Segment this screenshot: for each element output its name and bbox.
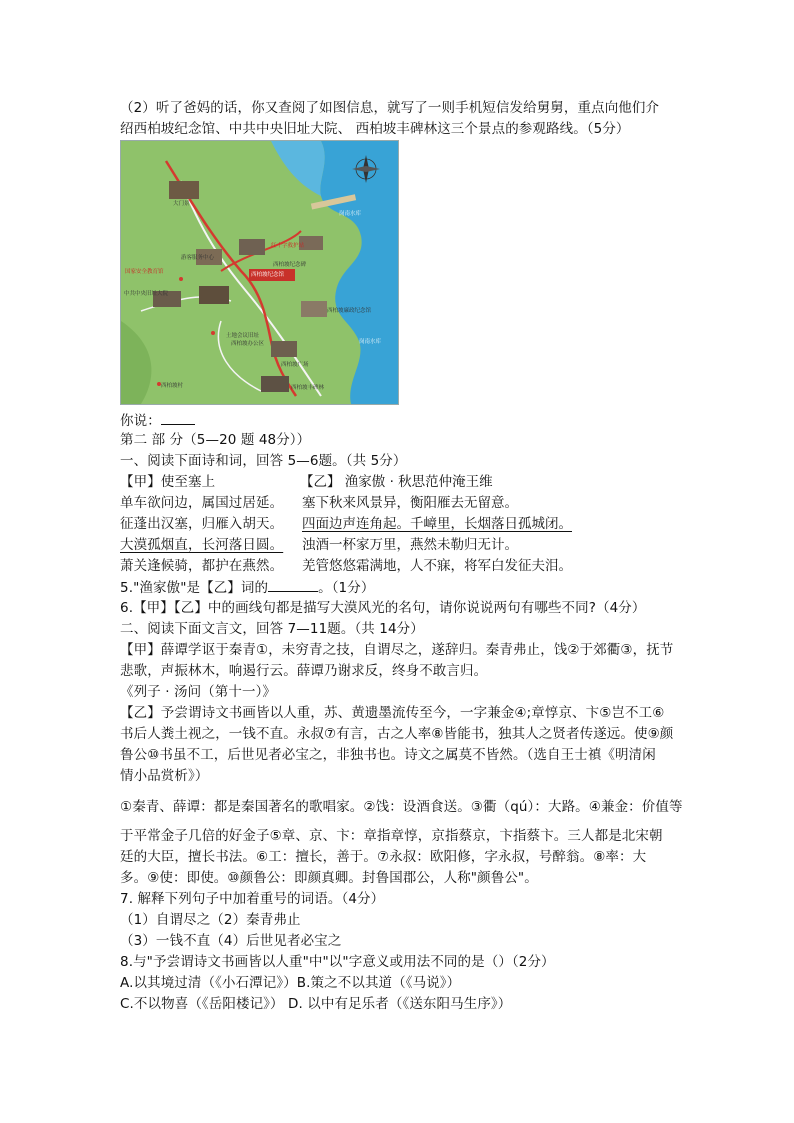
passage-yi-line1: 【乙】予尝谓诗文书画皆以人重，苏、黄遗墨流传至今，一字兼金④;章惇京、卞⑤岂不工⑥ [120, 705, 665, 721]
poem-b-line2: 四面边声连角起。千嶂里，长烟落日孤城闭。 [302, 516, 572, 532]
map-label-office: 西柏坡办公区 [231, 341, 265, 347]
q5-points: 。（1分） [318, 580, 375, 596]
q2-line2: 绍西柏坡纪念馆、中共中央旧址大院、 西柏坡丰碑林这三个景点的参观路线。（5分） [120, 121, 630, 137]
q8-options-cd: C.不以物喜（《岳阳楼记》） D. 以中有足乐者（《送东阳马生序》） [120, 996, 512, 1012]
poem-a-line2: 征蓬出汉塞，归雁入胡天。 [120, 516, 284, 532]
q8-options-ab: A.以其境过清（《小石潭记》）B.策之不以其道（《马说》） [120, 975, 461, 991]
poem-b-line1: 塞下秋来风景异，衡阳雁去无留意。 [302, 495, 518, 511]
poem-b-title: 【乙】 渔家傲 · 秋思范仲淹王维 [300, 474, 493, 490]
passage-jia-line1: 【甲】薛谭学讴于秦青①，未穷青之技，自谓尽之，遂辞归。秦青弗止，饯②于郊衢③，抚节 [120, 642, 674, 658]
map-label-security: 国家安全教育馆 [125, 269, 164, 275]
q7-items-2: （3）一钱不直（4）后世见者必宝之 [120, 933, 342, 949]
passage-yi-line2: 书后人粪土视之，一钱不直。永叔⑦有言，古之人率⑧皆能书，独其人之贤者传遂远。使⑨颜 [120, 726, 674, 742]
scenic-map [120, 140, 399, 405]
notes-line2: 于平常金子几倍的好金子⑤章、京、卞：章指章惇，京指蔡京，卞指蔡卞。三人都是北宋朝 [120, 828, 663, 844]
answer-line [120, 410, 195, 431]
map-label-square: 西柏坡广场 [281, 362, 309, 368]
passage-yi-line4: 情小品赏析》） [120, 768, 209, 784]
poem-b-line4: 羌管悠悠霜满地，人不寐，将军白发征夫泪。 [302, 558, 572, 574]
map-label-reservoir1: 岗南水库 [339, 211, 362, 217]
map-label-reservoir2: 岗南水库 [359, 339, 382, 345]
map-label-exhibition: 西柏坡廉政纪念馆 [327, 308, 372, 314]
q5-text: 5."渔家傲"是【乙】词的 [120, 580, 269, 596]
notes-line4: 多。⑨使：即使。⑩颜鲁公：即颜真卿。封鲁国郡公，人称"颜鲁公"。 [120, 870, 538, 886]
q2-line1: （2）听了爸妈的话，你又查阅了如图信息，就写了一则手机短信发给舅舅，重点向他们介 [120, 100, 660, 116]
poem-a-title: 【甲】使至塞上 [120, 474, 216, 490]
notes-line3: 廷的大臣，擅长书法。⑥工：擅长，善于。⑦永叔：欧阳修，字永叔，号醉翁。⑧率：大 [120, 849, 647, 865]
passage-jia-line2: 悲歌，声振林木，响遏行云。薛谭乃谢求反，终身不敢言归。 [120, 663, 488, 679]
question-5 [120, 577, 374, 598]
question-8: 8.与"予尝谓诗文书画皆以人重"中"以"字意义或用法不同的是（）（2分） [120, 954, 555, 970]
map-label-forest: 西柏坡丰碑林 [291, 385, 325, 391]
poem-a-line3: 大漠孤烟直，长河落日圆。 [120, 537, 284, 553]
part2-header: 第二 部 分（5—20 题 48分）） [120, 432, 311, 448]
passage-yi-line3: 鲁公⑩书虽不工，后世见者必宝之，非独书也。诗文之属莫不皆然。（选自王士禛《明清闲 [120, 747, 656, 763]
notes-line1: ①秦青、薛谭：都是秦国著名的歌唱家。②饯：设酒食送。③衢（qú）：大路。④兼金：价值等 [120, 799, 683, 815]
q7-items-1: （1）自谓尽之（2）秦青弗止 [120, 912, 301, 928]
map-label-old-court: 中共中央旧址大院 [124, 291, 169, 297]
map-label-redcross: 红十字救护站 [271, 243, 305, 249]
q5-blank[interactable] [268, 577, 318, 592]
passage-jia-source: 《列子 · 汤问（第十一）》 [120, 684, 277, 700]
section1-title: 一、阅读下面诗和词，回答 5—6题。（共 5分） [120, 453, 407, 469]
question-7: 7. 解释下列句子中加着重号的词语。（4分） [120, 891, 385, 907]
section2-title: 二、阅读下面文言文，回答 7—11题。（共 14分） [120, 621, 424, 637]
map-label-village: 西柏坡村 [161, 383, 184, 389]
map-label-memorial-hall: 西柏坡纪念馆 [251, 272, 285, 278]
map-label-info: 游客服务中心 [181, 255, 215, 261]
answer-blank[interactable] [161, 410, 195, 425]
map-label-meeting: 土地会议旧址 [226, 333, 260, 339]
answer-prefix: 你说： [120, 413, 161, 429]
map-label-gate: 大门景 [173, 201, 190, 207]
poem-b-line3: 浊酒一杯家万里，燕然未勒归无计。 [302, 537, 518, 553]
map-label-memorial-monument: 西柏坡纪念碑 [273, 262, 307, 268]
question-6: 6.【甲】【乙】中的画线句都是描写大漠风光的名句，请你说说两句有哪些不同?（4分） [120, 600, 646, 616]
poem-a-line4: 萧关逢候骑，都护在燕然。 [120, 558, 284, 574]
poem-a-line1: 单车欲问边，属国过居延。 [120, 495, 284, 511]
